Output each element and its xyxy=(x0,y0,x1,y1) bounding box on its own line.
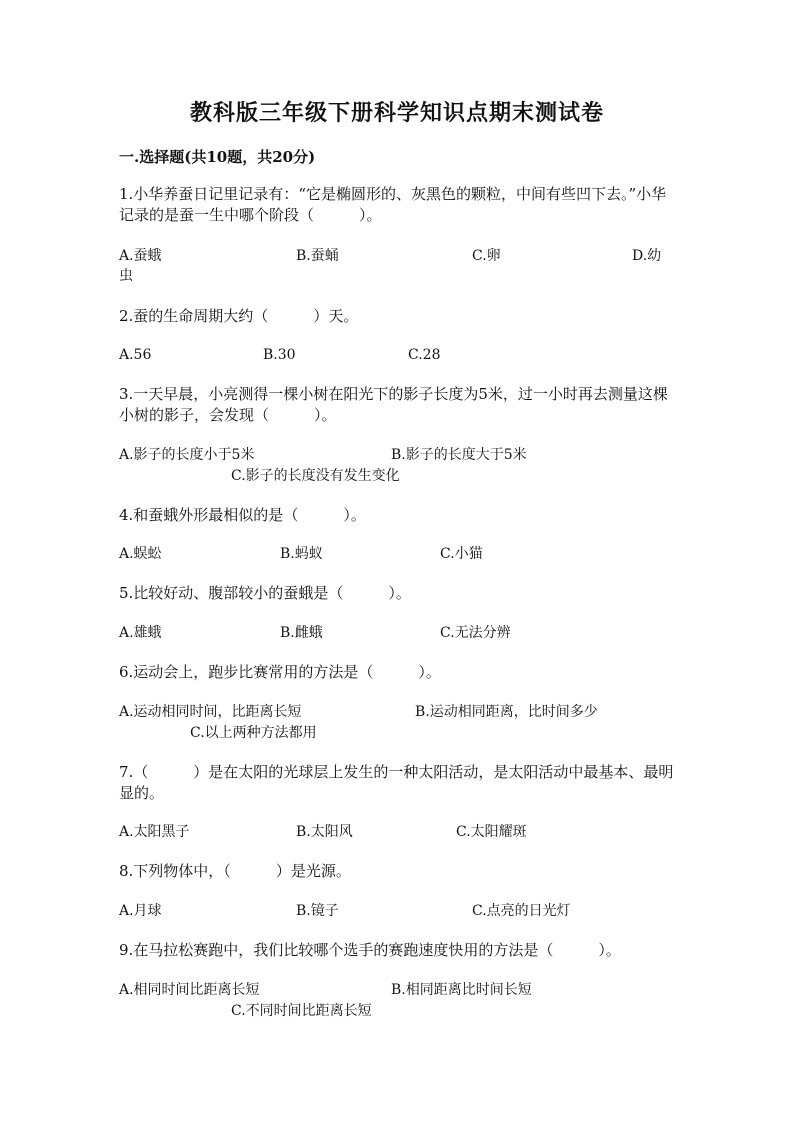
q6-option-c: C.以上两种方法都用 xyxy=(190,725,317,741)
q9-option-a: A.相同时间比距离长短 xyxy=(119,982,260,998)
q2-option-a: A.56 xyxy=(119,347,152,363)
question-8: 8.下列物体中，（ ）是光源。 xyxy=(119,862,351,880)
question-4: 4.和蚕蛾外形最相似的是（ ）。 xyxy=(119,506,366,524)
question-2: 2.蚕的生命周期大约（ ）天。 xyxy=(119,307,359,325)
q1-option-d: D.幼 xyxy=(632,248,662,264)
page-title: 教科版三年级下册科学知识点期末测试卷 xyxy=(189,100,604,126)
question-6: 6.运动会上，跑步比赛常用的方法是（ ）。 xyxy=(119,663,441,681)
q1-option-d-wrap: 虫 xyxy=(119,268,133,284)
q3-option-b: B.影子的长度大于5米 xyxy=(391,447,527,463)
q9-option-c: C.不同时间比距离长短 xyxy=(231,1003,372,1019)
q3-option-a: A.影子的长度小于5米 xyxy=(119,447,255,463)
q5-option-b: B.雌蛾 xyxy=(280,625,323,641)
q4-option-c: C.小猫 xyxy=(440,546,483,562)
q3-option-c: C.影子的长度没有发生变化 xyxy=(231,468,400,484)
q1-option-c: C.卵 xyxy=(472,248,501,264)
q8-option-c: C.点亮的日光灯 xyxy=(472,903,571,919)
q1-option-a: A.蚕蛾 xyxy=(119,248,162,264)
question-5: 5.比较好动、腹部较小的蚕蛾是（ ）。 xyxy=(119,584,411,602)
q2-option-b: B.30 xyxy=(263,347,296,363)
q1-option-b: B.蚕蛹 xyxy=(296,248,339,264)
question-7: 7.（ ）是在太阳的光球层上发生的一种太阳活动，是太阳活动中最基本、最明显的。 xyxy=(119,763,674,802)
q8-option-b: B.镜子 xyxy=(296,903,339,919)
question-9: 9.在马拉松赛跑中，我们比较哪个选手的赛跑速度快用的方法是（ ）。 xyxy=(119,941,621,959)
q6-option-a: A.运动相同时间，比距离长短 xyxy=(119,704,302,720)
q5-option-c: C.无法分辨 xyxy=(440,625,511,641)
q7-option-b: B.太阳风 xyxy=(296,824,353,840)
q7-option-a: A.太阳黑子 xyxy=(119,824,190,840)
q9-option-b: B.相同距离比时间长短 xyxy=(391,982,532,998)
q4-option-a: A.蜈蚣 xyxy=(119,546,162,562)
q4-option-b: B.蚂蚁 xyxy=(280,546,323,562)
question-3: 3.一天早晨，小亮测得一棵小树在阳光下的影子长度为5米，过一小时再去测量这棵小树的影子，会发现（ ）。 xyxy=(119,385,668,424)
q7-option-c: C.太阳耀斑 xyxy=(456,824,527,840)
q5-option-a: A.雄蛾 xyxy=(119,625,162,641)
q8-option-a: A.月球 xyxy=(119,903,162,919)
section-heading: 一.选择题(共10题，共20分) xyxy=(119,148,316,166)
q2-option-c: C.28 xyxy=(408,347,441,363)
q6-option-b: B.运动相同距离，比时间多少 xyxy=(415,704,598,720)
question-1: 1.小华养蚕日记里记录有：“它是椭圆形的、灰黑色的颗粒，中间有些凹下去。”小华记录的是蚕一生中哪个阶段（ ）。 xyxy=(119,185,667,224)
